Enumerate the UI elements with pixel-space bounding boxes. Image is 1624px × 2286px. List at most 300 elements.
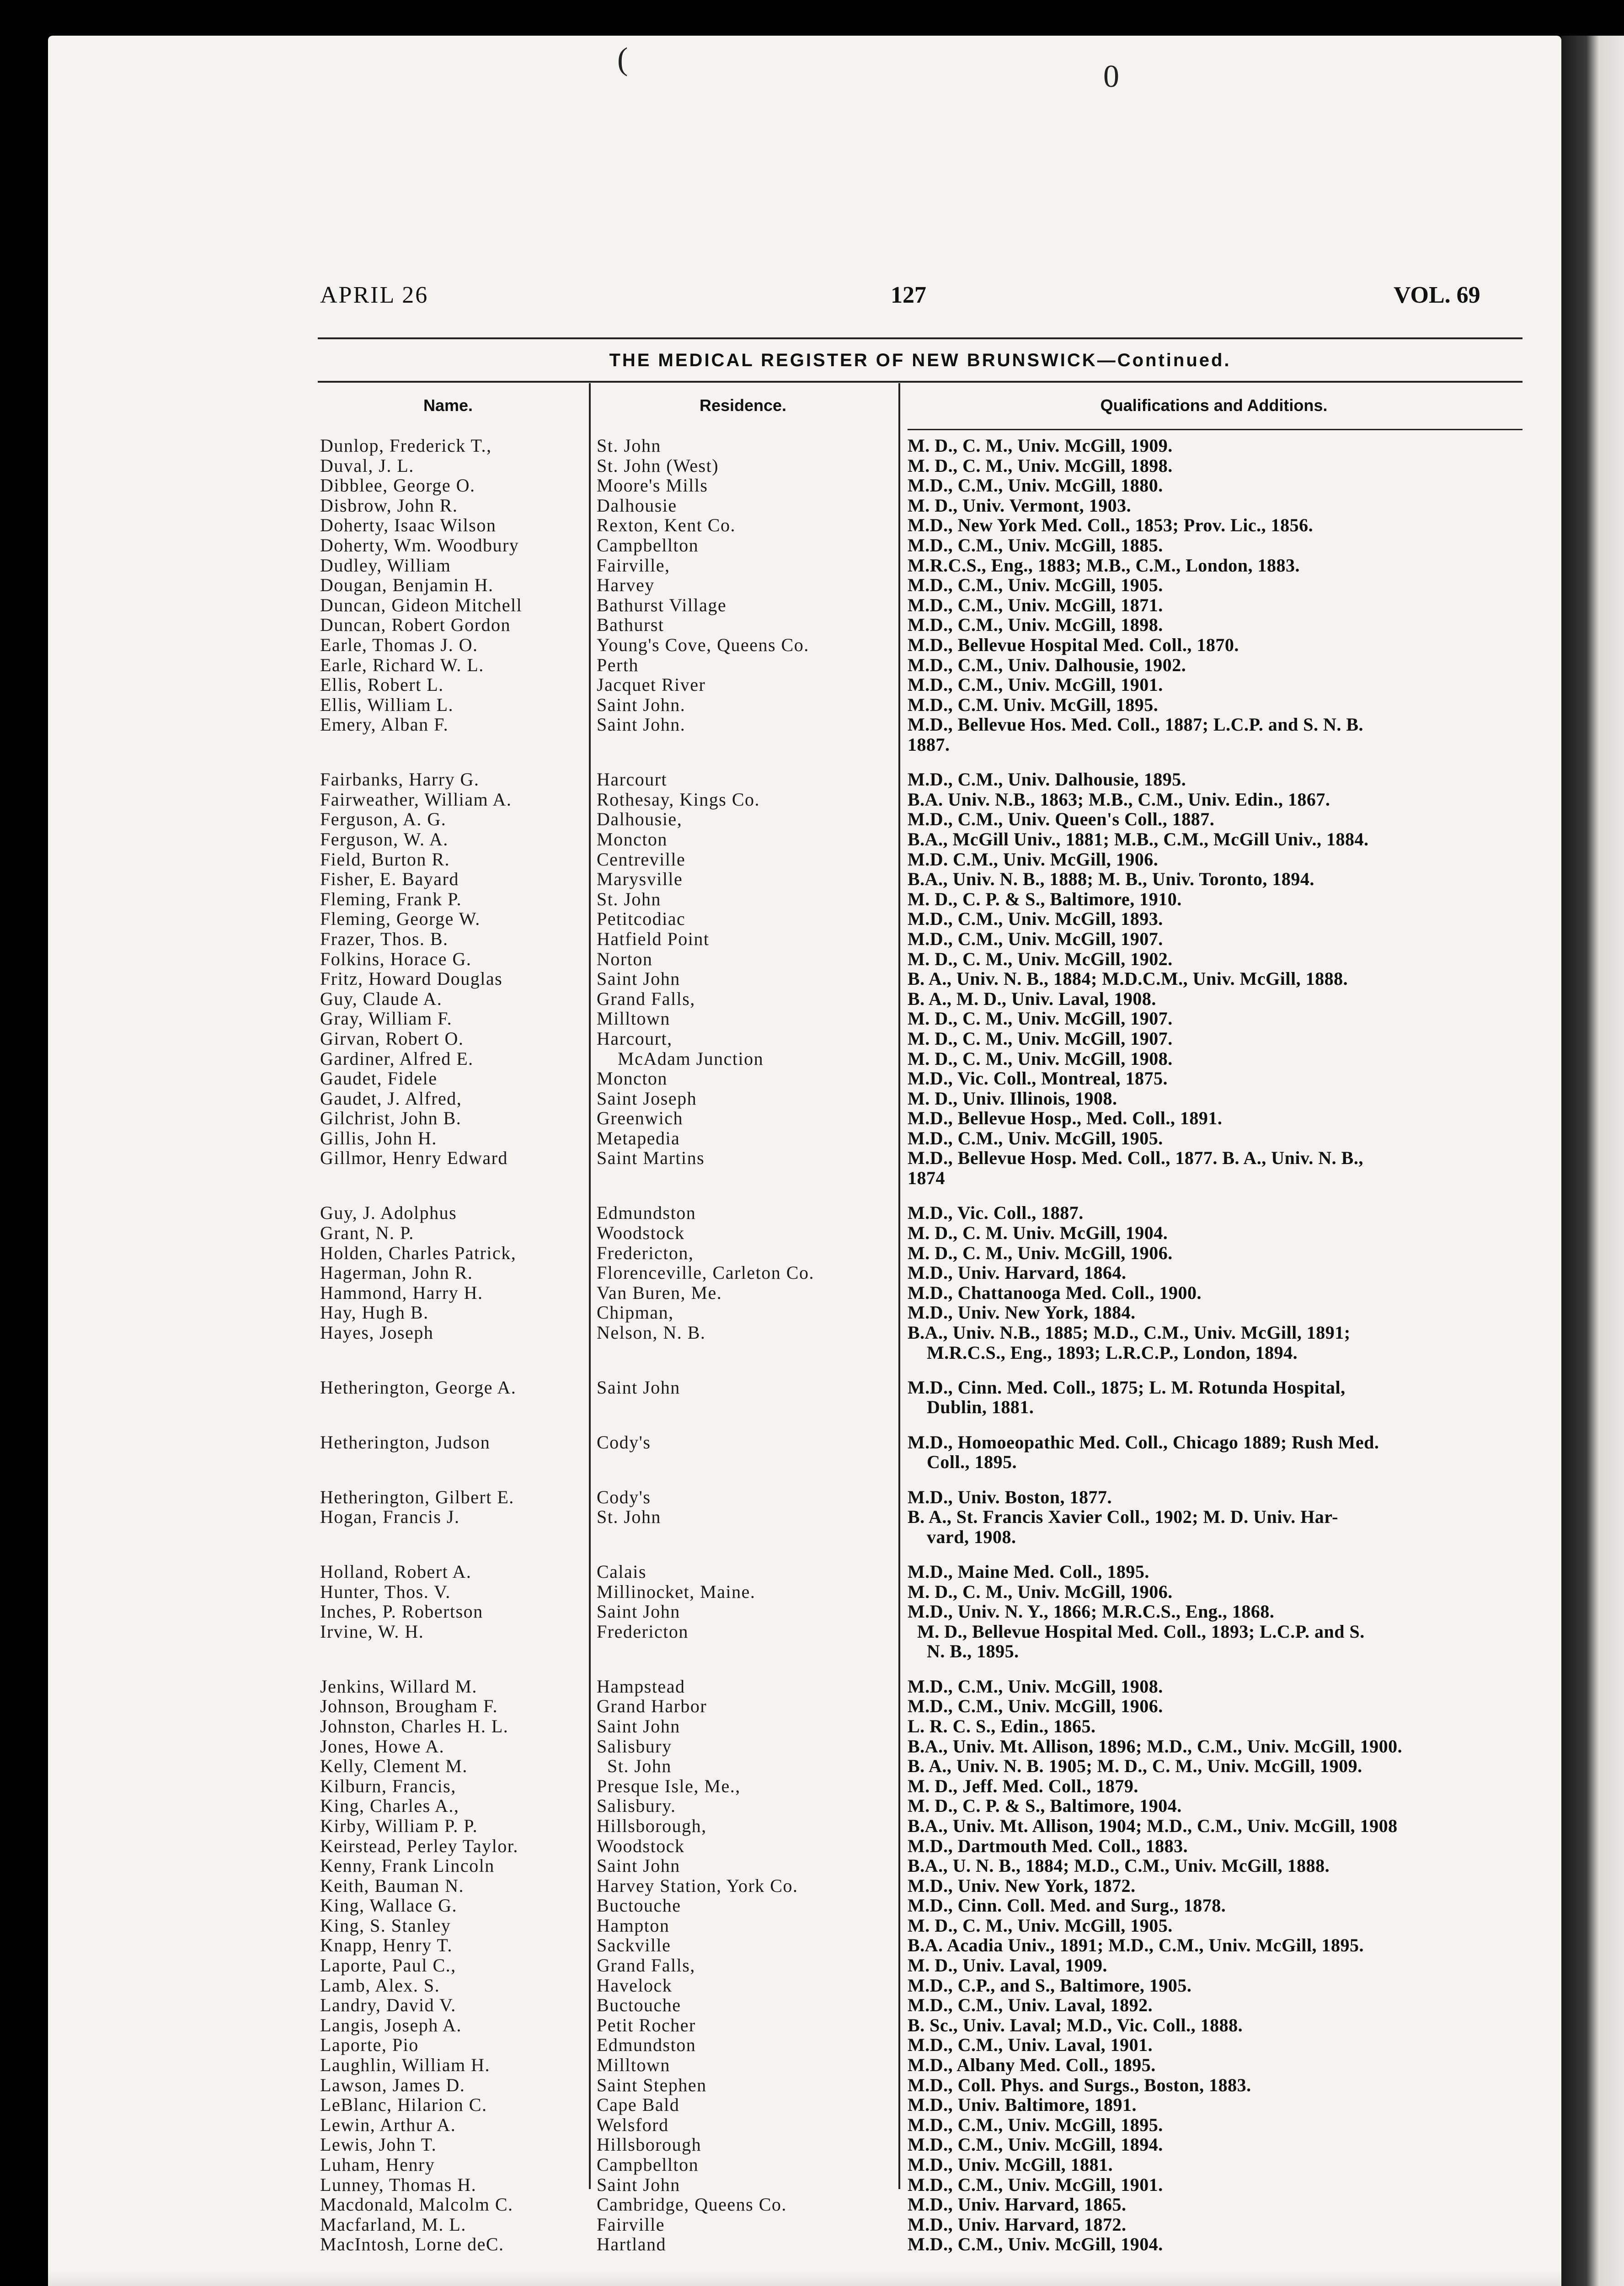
entry-qualifications: M.D., C.M., Univ. McGill, 1905. xyxy=(908,575,1163,596)
register-entry xyxy=(48,2095,1561,2115)
entry-residence: Dalhousie, xyxy=(597,809,683,830)
entry-residence: Salisbury xyxy=(597,1736,672,1757)
entry-residence: Harcourt, xyxy=(597,1028,673,1049)
register-entry xyxy=(48,1432,1561,1487)
entry-name: Kenny, Frank Lincoln xyxy=(320,1855,495,1876)
entry-qualifications: M.D., Cinn. Coll. Med. and Surg., 1878. xyxy=(908,1895,1226,1916)
entry-residence: Young's Cove, Queens Co. xyxy=(597,634,809,655)
entry-qualifications: B. A., Univ. N. B. 1905; M. D., C. M., Univ. McGill, 1909. xyxy=(908,1756,1362,1777)
entry-residence: Rothesay, Kings Co. xyxy=(597,789,760,810)
register-entry xyxy=(48,475,1561,496)
register-entry xyxy=(48,2234,1561,2254)
register-entry xyxy=(48,515,1561,535)
entry-residence: Nelson, N. B. xyxy=(597,1322,706,1343)
entry-qualifications: B.A., McGill Univ., 1881; M.B., C.M., McGill Univ., 1884. xyxy=(908,828,1369,849)
entry-qualifications: M.D., Bellevue Hosp., Med. Coll., 1891. xyxy=(908,1108,1223,1129)
register-entry xyxy=(48,909,1561,929)
entry-residence: Dalhousie xyxy=(597,495,677,516)
entry-name: Hay, Hugh B. xyxy=(320,1302,429,1323)
entry-name: Guy, J. Adolphus xyxy=(320,1202,457,1223)
entry-qualifications: M.D., C.P., and S., Baltimore, 1905. xyxy=(908,1975,1192,1996)
entry-qualifications: M.R.C.S., Eng., 1883; M.B., C.M., London, 1883. xyxy=(908,555,1300,576)
register-entry xyxy=(48,2215,1561,2235)
entry-qualifications: M.D., C.M., Univ. McGill, 1885. xyxy=(908,534,1163,555)
register-entry xyxy=(48,949,1561,969)
entry-name: LeBlanc, Hilarion C. xyxy=(320,2094,487,2115)
entry-residence: St. John (West) xyxy=(597,455,719,476)
column-header-name: Name. xyxy=(423,396,473,415)
register-entry xyxy=(48,436,1561,456)
entry-residence: St. John xyxy=(597,1756,672,1777)
entry-residence: Hampstead xyxy=(597,1676,685,1697)
entry-residence: Woodstock xyxy=(597,1835,685,1856)
entry-name: Laughlin, William H. xyxy=(320,2055,491,2076)
entry-name: Ferguson, W. A. xyxy=(320,828,449,849)
entry-qualifications: M.D., Homoeopathic Med. Coll., Chicago 1889; Rush Med. Coll., 1895. xyxy=(908,1431,1379,1473)
register-entry xyxy=(48,2015,1561,2035)
entry-name: Dibblee, George O. xyxy=(320,475,475,496)
entry-residence: Saint Stephen xyxy=(597,2074,707,2095)
entry-qualifications: M.D., C.M., Univ. McGill, 1908. xyxy=(908,1676,1163,1697)
register-entry xyxy=(48,809,1561,829)
entry-qualifications: M.D., C.M., Univ. Queen's Coll., 1887. xyxy=(908,809,1215,830)
register-entry xyxy=(48,1582,1561,1602)
entry-residence: Fairville xyxy=(597,2214,665,2235)
register-entry xyxy=(48,1049,1561,1069)
entry-qualifications: M.D., C.M. Univ. McGill, 1895. xyxy=(908,694,1159,715)
register-entry xyxy=(48,1243,1561,1263)
entry-name: Hetherington, George A. xyxy=(320,1377,517,1398)
entry-residence: Sackville xyxy=(597,1935,671,1956)
entry-qualifications: M.D., Bellevue Hos. Med. Coll., 1887; L.C.P. and S. N. B. 1887. xyxy=(908,714,1364,755)
register-entry xyxy=(48,1108,1561,1128)
top-rule xyxy=(318,337,1522,339)
entry-qualifications: M.D., Univ. New York, 1884. xyxy=(908,1302,1136,1323)
register-entry xyxy=(48,2155,1561,2175)
entry-name: Frazer, Thos. B. xyxy=(320,928,449,949)
register-entry xyxy=(48,496,1561,516)
register-entry xyxy=(48,1976,1561,1996)
entry-qualifications: M.D., Vic. Coll., Montreal, 1875. xyxy=(908,1068,1168,1089)
entry-qualifications: M. D., C. M., Univ. McGill, 1898. xyxy=(908,455,1173,476)
entry-qualifications: B. A., St. Francis Xavier Coll., 1902; M. D. Univ. Har- vard, 1908. xyxy=(908,1506,1338,1547)
entry-name: Hunter, Thos. V. xyxy=(320,1581,451,1602)
entry-qualifications: M.D., Bellevue Hospital Med. Coll., 1870. xyxy=(908,634,1239,655)
title-rule xyxy=(318,381,1522,383)
entry-qualifications: M.D., C.M., Univ. McGill, 1901. xyxy=(908,2174,1163,2195)
entry-name: Jenkins, Willard M. xyxy=(320,1676,477,1697)
register-entry xyxy=(48,1223,1561,1243)
entry-residence: Hatfield Point xyxy=(597,928,710,949)
entry-qualifications: M.D., Univ. Harvard, 1865. xyxy=(908,2194,1127,2215)
register-entry xyxy=(48,1916,1561,1936)
entry-name: Hammond, Harry H. xyxy=(320,1282,483,1303)
entry-name: Gaudet, Fidele xyxy=(320,1068,438,1089)
entry-residence: Jacquet River xyxy=(597,674,706,695)
entry-residence: Metapedia xyxy=(597,1127,680,1148)
entry-qualifications: M. D., C. M., Univ. McGill, 1905. xyxy=(908,1915,1173,1936)
entry-qualifications: M.D., Univ. New York, 1872. xyxy=(908,1875,1136,1896)
entry-qualifications: B.A. Acadia Univ., 1891; M.D., C.M., Univ. McGill, 1895. xyxy=(908,1935,1364,1956)
entry-name: MacIntosh, Lorne deC. xyxy=(320,2234,504,2255)
entry-name: Lawson, James D. xyxy=(320,2074,465,2095)
entry-qualifications: M.D., C.M., Univ. McGill, 1901. xyxy=(908,674,1163,695)
entry-residence: Florenceville, Carleton Co. xyxy=(597,1262,814,1283)
entry-qualifications: M. D., C. P. & S., Baltimore, 1904. xyxy=(908,1795,1182,1816)
entry-name: Laporte, Paul C., xyxy=(320,1955,456,1976)
entry-residence: Van Buren, Me. xyxy=(597,1282,722,1303)
entry-qualifications: M. D., C. M., Univ. McGill, 1906. xyxy=(908,1242,1173,1263)
entry-name: Jones, Howe A. xyxy=(320,1736,445,1757)
entry-qualifications: M. D., C. M., Univ. McGill, 1907. xyxy=(908,1008,1173,1029)
entry-residence: Saint John xyxy=(597,2174,680,2195)
entry-residence: Fredericton xyxy=(597,1621,689,1642)
entry-qualifications: M.D., C.M., Univ. Dalhousie, 1895. xyxy=(908,769,1186,790)
entry-residence: Saint Martins xyxy=(597,1148,705,1169)
entry-residence: Perth xyxy=(597,654,639,675)
entry-name: Doherty, Wm. Woodbury xyxy=(320,534,519,555)
entry-residence: Saint John. xyxy=(597,714,686,735)
entry-qualifications: M.D., Albany Med. Coll., 1895. xyxy=(908,2055,1156,2076)
entry-name: Gillis, John H. xyxy=(320,1127,437,1148)
entry-residence: Buctouche xyxy=(597,1895,681,1916)
entry-residence: Bathurst xyxy=(597,614,664,636)
entry-name: Macfarland, M. L. xyxy=(320,2214,466,2235)
entry-qualifications: B.A., Univ. N.B., 1885; M.D., C.M., Univ. McGill, 1891; M.R.C.S., Eng., 1893; L.R.C.P., London, 1894. xyxy=(908,1322,1351,1363)
entry-residence: McAdam Junction xyxy=(597,1048,764,1069)
register-entry xyxy=(48,2195,1561,2215)
entry-qualifications: M. D., Univ. Vermont, 1903. xyxy=(908,495,1132,516)
entry-qualifications: M.D., Bellevue Hosp. Med. Coll., 1877. B. A., Univ. N. B., 1874 xyxy=(908,1148,1363,1189)
entry-name: Earle, Thomas J. O. xyxy=(320,634,478,655)
entry-name: Landry, David V. xyxy=(320,1995,456,2016)
entry-residence: Greenwich xyxy=(597,1108,683,1129)
entry-name: Kirby, William P. P. xyxy=(320,1815,478,1836)
entry-name: Macdonald, Malcolm C. xyxy=(320,2194,513,2215)
entry-name: Johnston, Charles H. L. xyxy=(320,1715,509,1736)
entry-qualifications: M.D. C.M., Univ. McGill, 1906. xyxy=(908,849,1159,870)
entry-residence: Hartland xyxy=(597,2234,666,2255)
entry-qualifications: B.A. Univ. N.B., 1863; M.B., C.M., Univ. Edin., 1867. xyxy=(908,789,1330,810)
register-entry xyxy=(48,575,1561,595)
entry-residence: Petitcodiac xyxy=(597,908,686,929)
entry-residence: Hillsborough xyxy=(597,2134,702,2155)
register-entry xyxy=(48,1816,1561,1836)
entry-residence: Cody's xyxy=(597,1431,651,1453)
register-entry xyxy=(48,555,1561,576)
register-entry xyxy=(48,889,1561,909)
entry-qualifications: M.D., C.M., Univ. McGill, 1871. xyxy=(908,594,1163,615)
register-entry xyxy=(48,1009,1561,1029)
entry-name: Gray, William F. xyxy=(320,1008,453,1029)
entry-name: Lunney, Thomas H. xyxy=(320,2174,477,2195)
entry-name: Hogan, Francis J. xyxy=(320,1506,460,1528)
entry-residence: Salisbury. xyxy=(597,1795,676,1816)
register-entry xyxy=(48,929,1561,949)
binding-shadow xyxy=(48,2270,1561,2286)
entry-residence: Saint John. xyxy=(597,694,686,715)
entry-residence: St. John xyxy=(597,435,661,456)
entry-name: Doherty, Isaac Wilson xyxy=(320,515,497,536)
register-entry xyxy=(48,1716,1561,1736)
entry-qualifications: M. D., Bellevue Hospital Med. Coll., 1893; L.C.P. and S. N. B., 1895. xyxy=(917,1621,1365,1662)
register-entry xyxy=(48,1696,1561,1716)
entry-qualifications: M.D., C.M., Univ. McGill, 1906. xyxy=(908,1696,1163,1717)
entry-residence: Fairville, xyxy=(597,555,670,576)
entry-name: Lewis, John T. xyxy=(320,2134,437,2155)
entry-residence: Edmundston xyxy=(597,2035,696,2056)
entry-qualifications: M. D., C. M., Univ. McGill, 1902. xyxy=(908,948,1173,969)
entry-name: Hagerman, John R. xyxy=(320,1262,473,1283)
register-entry xyxy=(48,1796,1561,1816)
register-entry xyxy=(48,695,1561,715)
register-entry xyxy=(48,635,1561,655)
register-title: THE MEDICAL REGISTER OF NEW BRUNSWICK—Continued. xyxy=(609,350,1231,370)
register-entry xyxy=(48,655,1561,675)
entry-name: Gillmor, Henry Edward xyxy=(320,1148,508,1169)
entry-name: Fleming, George W. xyxy=(320,908,481,929)
entry-qualifications: B. A., Univ. N. B., 1884; M.D.C.M., Univ. McGill, 1888. xyxy=(908,968,1348,989)
entry-residence: Cape Bald xyxy=(597,2094,680,2115)
register-entry xyxy=(48,790,1561,810)
entry-name: Fisher, E. Bayard xyxy=(320,869,459,890)
register-entry xyxy=(48,1955,1561,1976)
entry-name: Folkins, Horace G. xyxy=(320,948,472,969)
register-entry xyxy=(48,1756,1561,1776)
entry-name: Inches, P. Robertson xyxy=(320,1601,483,1622)
entry-residence: Moncton xyxy=(597,828,668,849)
entry-residence: Buctouche xyxy=(597,1995,681,2016)
register-entry xyxy=(48,769,1561,790)
register-entry xyxy=(48,1776,1561,1796)
entry-qualifications: M.D., Univ. Baltimore, 1891. xyxy=(908,2094,1137,2115)
entry-qualifications: M. D., C. M., Univ. McGill, 1906. xyxy=(908,1581,1173,1602)
entry-qualifications: B.A., Univ. Mt. Allison, 1904; M.D., C.M., Univ. McGill, 1908 xyxy=(908,1815,1398,1836)
entry-residence: Norton xyxy=(597,948,653,969)
register-entry xyxy=(48,715,1561,769)
entry-name: Girvan, Robert O. xyxy=(320,1028,464,1049)
entry-qualifications: M.D., Univ. McGill, 1881. xyxy=(908,2154,1113,2175)
register-entry xyxy=(48,1203,1561,1223)
entry-residence: Saint Joseph xyxy=(597,1088,697,1109)
entry-name: King, S. Stanley xyxy=(320,1915,451,1936)
entry-residence: Cody's xyxy=(597,1486,651,1507)
entry-name: Lewin, Arthur A. xyxy=(320,2114,456,2135)
entry-residence: Saint John xyxy=(597,968,680,989)
entry-name: Dudley, William xyxy=(320,555,451,576)
register-entry xyxy=(48,969,1561,989)
entry-residence: Hampton xyxy=(597,1915,670,1936)
entry-qualifications: M.D., Univ. Harvard, 1872. xyxy=(908,2214,1127,2235)
entry-residence: Calais xyxy=(597,1561,646,1582)
entry-name: Guy, Claude A. xyxy=(320,988,443,1009)
entry-name: Keirstead, Perley Taylor. xyxy=(320,1835,518,1856)
header-volume: VOL. 69 xyxy=(1394,282,1480,308)
entry-name: Keith, Bauman N. xyxy=(320,1875,465,1896)
entry-residence: Millinocket, Maine. xyxy=(597,1581,756,1602)
entry-name: Disbrow, John R. xyxy=(320,495,458,516)
entry-residence: Marysville xyxy=(597,869,683,890)
register-entry xyxy=(48,1507,1561,1562)
entry-qualifications: M.D., C.M., Univ. McGill, 1894. xyxy=(908,2134,1163,2155)
entry-residence: Woodstock xyxy=(597,1222,685,1243)
register-entry xyxy=(48,1677,1561,1697)
entry-qualifications: M.D., C.M., Univ. McGill, 1893. xyxy=(908,908,1163,929)
entry-qualifications: B.A., Univ. Mt. Allison, 1896; M.D., C.M., Univ. McGill, 1900. xyxy=(908,1736,1403,1757)
entry-name: Fairbanks, Harry G. xyxy=(320,769,480,790)
entry-name: Gaudet, J. Alfred, xyxy=(320,1088,462,1109)
register-entry xyxy=(48,1876,1561,1896)
entry-residence: Havelock xyxy=(597,1975,673,1996)
register-entry xyxy=(48,456,1561,476)
entry-name: Luham, Henry xyxy=(320,2154,435,2175)
entry-qualifications: M.D., Cinn. Med. Coll., 1875; L. M. Rotunda Hospital, Dublin, 1881. xyxy=(908,1377,1346,1418)
entry-name: Ellis, William L. xyxy=(320,694,454,715)
register-entry xyxy=(48,2035,1561,2055)
entry-qualifications: M.D., C.M., Univ. McGill, 1904. xyxy=(908,2234,1163,2255)
register-entry xyxy=(48,1323,1561,1378)
entry-residence: Campbellton xyxy=(597,2154,699,2175)
entry-name: Holland, Robert A. xyxy=(320,1561,472,1582)
entry-residence: Saint John xyxy=(597,1601,680,1622)
entry-residence: Moore's Mills xyxy=(597,475,708,496)
register-entry xyxy=(48,2115,1561,2135)
entry-qualifications: M. D., Univ. Illinois, 1908. xyxy=(908,1088,1117,1109)
entry-name: Dougan, Benjamin H. xyxy=(320,575,494,596)
register-entry xyxy=(48,2135,1561,2155)
register-entry xyxy=(48,1089,1561,1109)
entry-name: Duncan, Robert Gordon xyxy=(320,614,511,636)
register-entry xyxy=(48,1303,1561,1323)
entry-residence: Rexton, Kent Co. xyxy=(597,515,736,536)
entry-qualifications: M. D., C. M., Univ. McGill, 1907. xyxy=(908,1028,1173,1049)
entry-name: Johnson, Brougham F. xyxy=(320,1696,498,1717)
entry-residence: Harcourt xyxy=(597,769,668,790)
register-entry xyxy=(48,829,1561,849)
entry-qualifications: M.D., New York Med. Coll., 1853; Prov. Lic., 1856. xyxy=(908,515,1314,536)
register-entry xyxy=(48,1602,1561,1622)
page-blemish-right: 0 xyxy=(1103,59,1119,94)
entry-name: Duncan, Gideon Mitchell xyxy=(320,594,523,615)
entry-residence: Centreville xyxy=(597,849,686,870)
register-entry xyxy=(48,1836,1561,1856)
register-entry xyxy=(48,535,1561,555)
entry-qualifications: M.D., Univ. N. Y., 1866; M.R.C.S., Eng., 1868. xyxy=(908,1601,1275,1622)
entry-residence: Saint John xyxy=(597,1715,680,1736)
entry-name: Hetherington, Gilbert E. xyxy=(320,1486,514,1507)
entry-residence: Chipman, xyxy=(597,1302,674,1323)
entry-residence: Cambridge, Queens Co. xyxy=(597,2194,787,2215)
entry-residence: Edmundston xyxy=(597,1202,696,1223)
entry-name: Laporte, Pio xyxy=(320,2035,419,2056)
register-entries xyxy=(48,436,1561,2254)
register-entry xyxy=(48,1378,1561,1432)
entry-name: Gilchrist, John B. xyxy=(320,1108,462,1129)
entry-name: Fritz, Howard Douglas xyxy=(320,968,503,989)
header-rule xyxy=(908,429,1522,430)
entry-residence: Saint John xyxy=(597,1855,680,1876)
register-entry xyxy=(48,675,1561,695)
register-entry xyxy=(48,2075,1561,2095)
entry-name: Langis, Joseph A. xyxy=(320,2014,462,2035)
register-entry xyxy=(48,1896,1561,1916)
register-entry xyxy=(48,1995,1561,2015)
entry-name: Kilburn, Francis, xyxy=(320,1775,456,1796)
entry-qualifications: M. D., C. M. Univ. McGill, 1904. xyxy=(908,1222,1168,1243)
entry-qualifications: M.D., Univ. Boston, 1877. xyxy=(908,1486,1112,1507)
entry-residence: Grand Harbor xyxy=(597,1696,707,1717)
entry-qualifications: M.D., C.M., Univ. McGill, 1905. xyxy=(908,1127,1163,1148)
register-entry xyxy=(48,2175,1561,2195)
entry-qualifications: M.D., Maine Med. Coll., 1895. xyxy=(908,1561,1149,1582)
register-entry xyxy=(48,1856,1561,1876)
entry-name: Lamb, Alex. S. xyxy=(320,1975,440,1996)
register-entry xyxy=(48,1622,1561,1677)
entry-residence: Milltown xyxy=(597,2055,670,2076)
entry-name: Ferguson, A. G. xyxy=(320,809,447,830)
entry-qualifications: M.D., C.M., Univ. McGill, 1880. xyxy=(908,475,1163,496)
entry-name: Field, Burton R. xyxy=(320,849,450,870)
entry-residence: Fredericton, xyxy=(597,1242,694,1263)
entry-residence: St. John xyxy=(597,1506,661,1528)
register-entry xyxy=(48,1283,1561,1303)
entry-qualifications: B.A., Univ. N. B., 1888; M. B., Univ. Toronto, 1894. xyxy=(908,869,1314,890)
entry-residence: Harvey xyxy=(597,575,655,596)
entry-qualifications: M. D., C. M., Univ. McGill, 1908. xyxy=(908,1048,1173,1069)
entry-qualifications: M. D., C. P. & S., Baltimore, 1910. xyxy=(908,888,1182,909)
entry-qualifications: M.D., Univ. Harvard, 1864. xyxy=(908,1262,1127,1283)
entry-name: Ellis, Robert L. xyxy=(320,674,444,695)
entry-residence: Moncton xyxy=(597,1068,668,1089)
entry-name: Holden, Charles Patrick, xyxy=(320,1242,517,1263)
entry-residence: Grand Falls, xyxy=(597,1955,695,1976)
page-blemish-left: ( xyxy=(617,42,628,77)
register-entry xyxy=(48,1736,1561,1757)
entry-residence: St. John xyxy=(597,888,661,909)
register-entry xyxy=(48,1487,1561,1507)
entry-name: King, Charles A., xyxy=(320,1795,459,1816)
entry-name: Irvine, W. H. xyxy=(320,1621,424,1642)
entry-qualifications: M.D., C.M., Univ. Dalhousie, 1902. xyxy=(908,654,1186,675)
entry-qualifications: M. D., Jeff. Med. Coll., 1879. xyxy=(908,1775,1138,1796)
register-page xyxy=(48,36,1561,2286)
header-page-number: 127 xyxy=(891,282,926,308)
register-entry xyxy=(48,1562,1561,1582)
entry-residence: Welsford xyxy=(597,2114,669,2135)
entry-qualifications: B. A., M. D., Univ. Laval, 1908. xyxy=(908,988,1156,1009)
facing-page-edge xyxy=(1561,36,1624,2286)
entry-residence: Saint John xyxy=(597,1377,680,1398)
entry-name: Kelly, Clement M. xyxy=(320,1756,468,1777)
entry-qualifications: M. D., Univ. Laval, 1909. xyxy=(908,1955,1107,1976)
entry-qualifications: M.D., C.M., Univ. Laval, 1901. xyxy=(908,2035,1153,2056)
entry-residence: Harvey Station, York Co. xyxy=(597,1875,798,1896)
entry-qualifications: M.D., C.M., Univ. McGill, 1898. xyxy=(908,614,1163,636)
header-date: APRIL 26 xyxy=(320,282,429,308)
entry-qualifications: M. D., C. M., Univ. McGill, 1909. xyxy=(908,435,1173,456)
register-entry xyxy=(48,2055,1561,2075)
entry-qualifications: B.A., U. N. B., 1884; M.D., C.M., Univ. McGill, 1888. xyxy=(908,1855,1330,1876)
register-entry xyxy=(48,869,1561,889)
register-entry xyxy=(48,1148,1561,1203)
register-entry xyxy=(48,595,1561,615)
entry-name: Earle, Richard W. L. xyxy=(320,654,484,675)
entry-qualifications: L. R. C. S., Edin., 1865. xyxy=(908,1715,1096,1736)
register-entry xyxy=(48,849,1561,870)
entry-qualifications: M.D., C.M., Univ. Laval, 1892. xyxy=(908,1995,1153,2016)
entry-qualifications: M.D., Dartmouth Med. Coll., 1883. xyxy=(908,1835,1188,1856)
entry-qualifications: M.D., Vic. Coll., 1887. xyxy=(908,1202,1084,1223)
